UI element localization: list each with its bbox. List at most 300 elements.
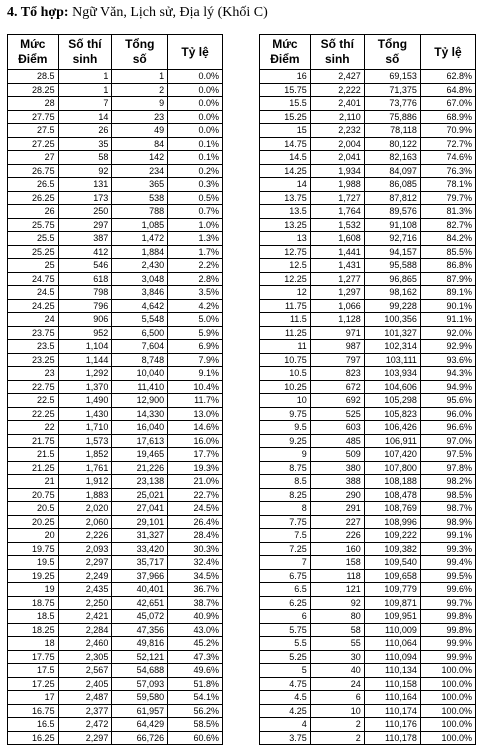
cell-count: 290	[310, 488, 364, 502]
cell-count: 1,532	[310, 218, 364, 232]
table-row	[8, 529, 223, 543]
cell-score: 14	[260, 178, 311, 192]
cell-score: 12	[260, 286, 311, 300]
cell-total: 16,040	[112, 421, 168, 435]
table-row	[260, 313, 476, 327]
cell-score: 5.25	[260, 650, 311, 664]
cell-count: 387	[58, 232, 112, 246]
cell-total: 25,021	[112, 488, 168, 502]
cell-ratio: 1.3%	[168, 232, 223, 246]
cell-ratio: 0.0%	[168, 83, 223, 97]
cell-count: 121	[310, 583, 364, 597]
cell-total: 102,314	[364, 340, 420, 354]
cell-count: 987	[310, 340, 364, 354]
table-row	[8, 83, 223, 97]
header-count: Số thí sinh	[310, 35, 364, 70]
table-row	[260, 515, 476, 529]
table-row	[260, 218, 476, 232]
cell-ratio: 9.1%	[168, 367, 223, 381]
cell-total: 12,900	[112, 394, 168, 408]
cell-ratio: 4.2%	[168, 299, 223, 313]
cell-ratio: 64.8%	[420, 83, 475, 97]
cell-score: 27	[8, 151, 59, 165]
cell-ratio: 7.9%	[168, 353, 223, 367]
cell-total: 69,153	[364, 70, 420, 84]
table-row	[260, 583, 476, 597]
cell-ratio: 36.7%	[168, 583, 223, 597]
cell-score: 27.25	[8, 137, 59, 151]
table-row	[260, 610, 476, 624]
table-row	[8, 70, 223, 84]
table-row	[8, 367, 223, 381]
cell-total: 92,716	[364, 232, 420, 246]
cell-total: 105,298	[364, 394, 420, 408]
cell-total: 23	[112, 110, 168, 124]
cell-total: 109,658	[364, 569, 420, 583]
cell-ratio: 40.9%	[168, 610, 223, 624]
cell-score: 7.25	[260, 542, 311, 556]
table-row	[260, 178, 476, 192]
cell-count: 1,912	[58, 475, 112, 489]
cell-ratio: 1.7%	[168, 245, 223, 259]
cell-score: 3.75	[260, 731, 311, 745]
cell-score: 5.5	[260, 637, 311, 651]
cell-score: 18	[8, 637, 59, 651]
cell-total: 96,865	[364, 272, 420, 286]
table-row	[8, 340, 223, 354]
header-count: Số thí sinh	[58, 35, 112, 70]
cell-total: 5,548	[112, 313, 168, 327]
cell-score: 23	[8, 367, 59, 381]
cell-total: 73,776	[364, 97, 420, 111]
cell-total: 94,157	[364, 245, 420, 259]
cell-score: 7	[260, 556, 311, 570]
cell-score: 25.5	[8, 232, 59, 246]
cell-score: 5.75	[260, 623, 311, 637]
cell-score: 9.75	[260, 407, 311, 421]
table-row	[260, 407, 476, 421]
cell-count: 1,710	[58, 421, 112, 435]
cell-total: 86,085	[364, 178, 420, 192]
cell-count: 35	[58, 137, 112, 151]
cell-score: 19	[8, 583, 59, 597]
cell-ratio: 34.5%	[168, 569, 223, 583]
cell-ratio: 98.9%	[420, 515, 475, 529]
cell-count: 160	[310, 542, 364, 556]
cell-score: 12.5	[260, 259, 311, 273]
cell-ratio: 26.4%	[168, 515, 223, 529]
cell-score: 25.75	[8, 218, 59, 232]
table-row	[8, 407, 223, 421]
table-row	[8, 677, 223, 691]
cell-ratio: 81.3%	[420, 205, 475, 219]
cell-ratio: 98.5%	[420, 488, 475, 502]
cell-count: 1,370	[58, 380, 112, 394]
cell-count: 1,988	[310, 178, 364, 192]
cell-count: 55	[310, 637, 364, 651]
table-row	[260, 124, 476, 138]
cell-total: 7,604	[112, 340, 168, 354]
table-row	[8, 596, 223, 610]
cell-count: 1,277	[310, 272, 364, 286]
cell-score: 9.25	[260, 434, 311, 448]
table-row	[8, 421, 223, 435]
cell-count: 388	[310, 475, 364, 489]
cell-ratio: 94.3%	[420, 367, 475, 381]
cell-total: 6,500	[112, 326, 168, 340]
cell-score: 10.75	[260, 353, 311, 367]
table-row	[8, 218, 223, 232]
cell-count: 291	[310, 502, 364, 516]
cell-ratio: 92.0%	[420, 326, 475, 340]
cell-ratio: 74.6%	[420, 151, 475, 165]
cell-ratio: 54.1%	[168, 691, 223, 705]
cell-count: 6	[310, 691, 364, 705]
table-row	[260, 623, 476, 637]
cell-score: 25	[8, 259, 59, 273]
cell-count: 10	[310, 704, 364, 718]
table-row	[260, 637, 476, 651]
table-row	[260, 556, 476, 570]
cell-count: 509	[310, 448, 364, 462]
cell-total: 19,465	[112, 448, 168, 462]
table-row	[8, 502, 223, 516]
header-score: Mức Điểm	[8, 35, 59, 70]
cell-ratio: 0.7%	[168, 205, 223, 219]
cell-count: 2,401	[310, 97, 364, 111]
cell-ratio: 99.3%	[420, 542, 475, 556]
cell-total: 788	[112, 205, 168, 219]
cell-total: 87,812	[364, 191, 420, 205]
cell-score: 5	[260, 664, 311, 678]
cell-count: 1,761	[58, 461, 112, 475]
table-header-row	[260, 35, 476, 70]
cell-count: 80	[310, 610, 364, 624]
cell-total: 23,138	[112, 475, 168, 489]
cell-score: 20.25	[8, 515, 59, 529]
cell-ratio: 45.2%	[168, 637, 223, 651]
table-row	[260, 542, 476, 556]
cell-total: 110,134	[364, 664, 420, 678]
table-row	[8, 232, 223, 246]
header-total: Tổng số	[364, 35, 420, 70]
cell-count: 1	[58, 83, 112, 97]
cell-count: 906	[58, 313, 112, 327]
cell-ratio: 14.6%	[168, 421, 223, 435]
table-row	[260, 137, 476, 151]
cell-total: 14,330	[112, 407, 168, 421]
cell-ratio: 100.0%	[420, 664, 475, 678]
cell-count: 297	[58, 218, 112, 232]
cell-score: 16.5	[8, 718, 59, 732]
cell-score: 18.75	[8, 596, 59, 610]
cell-ratio: 19.3%	[168, 461, 223, 475]
cell-count: 798	[58, 286, 112, 300]
cell-ratio: 5.9%	[168, 326, 223, 340]
cell-ratio: 70.9%	[420, 124, 475, 138]
cell-count: 1	[58, 70, 112, 84]
cell-score: 7.75	[260, 515, 311, 529]
cell-score: 28.5	[8, 70, 59, 84]
cell-count: 2,004	[310, 137, 364, 151]
cell-total: 64,429	[112, 718, 168, 732]
cell-count: 2,249	[58, 569, 112, 583]
table-row	[8, 191, 223, 205]
cell-count: 1,066	[310, 299, 364, 313]
table-body-right	[260, 70, 476, 745]
cell-ratio: 1.0%	[168, 218, 223, 232]
table-row	[8, 664, 223, 678]
cell-total: 234	[112, 164, 168, 178]
cell-score: 14.75	[260, 137, 311, 151]
cell-ratio: 85.5%	[420, 245, 475, 259]
table-row	[260, 691, 476, 705]
cell-count: 2,435	[58, 583, 112, 597]
cell-count: 24	[310, 677, 364, 691]
table-row	[8, 610, 223, 624]
cell-total: 21,226	[112, 461, 168, 475]
cell-score: 12.75	[260, 245, 311, 259]
cell-count: 1,297	[310, 286, 364, 300]
cell-ratio: 84.2%	[420, 232, 475, 246]
cell-ratio: 0.0%	[168, 124, 223, 138]
cell-total: 31,327	[112, 529, 168, 543]
table-row	[8, 353, 223, 367]
cell-score: 14.25	[260, 164, 311, 178]
header-total: Tổng số	[112, 35, 168, 70]
table-row	[8, 434, 223, 448]
table-row	[8, 164, 223, 178]
cell-score: 15.5	[260, 97, 311, 111]
cell-score: 19.5	[8, 556, 59, 570]
cell-ratio: 100.0%	[420, 731, 475, 745]
cell-total: 8,748	[112, 353, 168, 367]
cell-count: 823	[310, 367, 364, 381]
cell-ratio: 38.7%	[168, 596, 223, 610]
cell-ratio: 24.5%	[168, 502, 223, 516]
cell-count: 692	[310, 394, 364, 408]
cell-ratio: 5.0%	[168, 313, 223, 327]
cell-total: 91,108	[364, 218, 420, 232]
table-row	[260, 353, 476, 367]
table-row	[8, 515, 223, 529]
cell-score: 11.5	[260, 313, 311, 327]
cell-count: 1,104	[58, 340, 112, 354]
cell-ratio: 51.8%	[168, 677, 223, 691]
table-row	[260, 367, 476, 381]
cell-count: 952	[58, 326, 112, 340]
table-row	[8, 259, 223, 273]
cell-count: 118	[310, 569, 364, 583]
cell-count: 158	[310, 556, 364, 570]
table-row	[8, 151, 223, 165]
cell-score: 24.75	[8, 272, 59, 286]
cell-count: 618	[58, 272, 112, 286]
cell-total: 80,122	[364, 137, 420, 151]
cell-total: 103,934	[364, 367, 420, 381]
table-row	[260, 434, 476, 448]
cell-count: 2,405	[58, 677, 112, 691]
cell-ratio: 58.5%	[168, 718, 223, 732]
cell-count: 1,852	[58, 448, 112, 462]
cell-total: 42,651	[112, 596, 168, 610]
table-row	[260, 259, 476, 273]
cell-total: 4,642	[112, 299, 168, 313]
cell-score: 20	[8, 529, 59, 543]
cell-count: 7	[58, 97, 112, 111]
cell-ratio: 99.1%	[420, 529, 475, 543]
cell-count: 2,093	[58, 542, 112, 556]
table-row	[8, 448, 223, 462]
cell-ratio: 90.1%	[420, 299, 475, 313]
cell-count: 2,377	[58, 704, 112, 718]
cell-total: 17,613	[112, 434, 168, 448]
cell-score: 16.75	[8, 704, 59, 718]
table-row	[260, 110, 476, 124]
table-row	[260, 70, 476, 84]
cell-ratio: 17.7%	[168, 448, 223, 462]
cell-total: 49,816	[112, 637, 168, 651]
cell-ratio: 100.0%	[420, 718, 475, 732]
cell-count: 2,110	[310, 110, 364, 124]
cell-total: 3,048	[112, 272, 168, 286]
cell-total: 27,041	[112, 502, 168, 516]
cell-score: 17.25	[8, 677, 59, 691]
table-row	[260, 164, 476, 178]
cell-total: 107,420	[364, 448, 420, 462]
table-row	[8, 178, 223, 192]
cell-total: 110,009	[364, 623, 420, 637]
cell-score: 7.5	[260, 529, 311, 543]
cell-count: 92	[310, 596, 364, 610]
cell-count: 2,232	[310, 124, 364, 138]
cell-ratio: 47.3%	[168, 650, 223, 664]
table-row	[260, 502, 476, 516]
table-row	[8, 110, 223, 124]
cell-total: 78,118	[364, 124, 420, 138]
table-row	[8, 326, 223, 340]
cell-ratio: 95.6%	[420, 394, 475, 408]
cell-count: 2,297	[58, 731, 112, 745]
cell-total: 33,420	[112, 542, 168, 556]
cell-ratio: 0.2%	[168, 164, 223, 178]
cell-total: 110,176	[364, 718, 420, 732]
cell-total: 49	[112, 124, 168, 138]
cell-count: 380	[310, 461, 364, 475]
cell-count: 2,460	[58, 637, 112, 651]
cell-ratio: 72.7%	[420, 137, 475, 151]
cell-count: 1,144	[58, 353, 112, 367]
cell-total: 98,162	[364, 286, 420, 300]
table-row	[260, 340, 476, 354]
table-row	[260, 245, 476, 259]
cell-total: 35,717	[112, 556, 168, 570]
cell-count: 2,222	[310, 83, 364, 97]
cell-ratio: 10.4%	[168, 380, 223, 394]
cell-total: 1,472	[112, 232, 168, 246]
table-row	[260, 718, 476, 732]
cell-ratio: 0.0%	[168, 97, 223, 111]
cell-ratio: 43.0%	[168, 623, 223, 637]
cell-total: 109,951	[364, 610, 420, 624]
cell-total: 89,576	[364, 205, 420, 219]
cell-total: 2	[112, 83, 168, 97]
cell-total: 142	[112, 151, 168, 165]
cell-total: 1,085	[112, 218, 168, 232]
cell-score: 21.75	[8, 434, 59, 448]
cell-score: 19.25	[8, 569, 59, 583]
cell-ratio: 99.5%	[420, 569, 475, 583]
cell-count: 971	[310, 326, 364, 340]
table-row	[260, 704, 476, 718]
cell-total: 82,163	[364, 151, 420, 165]
cell-score: 26.5	[8, 178, 59, 192]
table-row	[8, 623, 223, 637]
cell-count: 2,487	[58, 691, 112, 705]
table-row	[8, 718, 223, 732]
cell-count: 1,292	[58, 367, 112, 381]
cell-total: 365	[112, 178, 168, 192]
cell-total: 37,966	[112, 569, 168, 583]
section-number: 4. Tổ hợp:	[7, 5, 69, 20]
table-header-row	[8, 35, 223, 70]
cell-score: 9	[260, 448, 311, 462]
cell-score: 6.25	[260, 596, 311, 610]
cell-score: 10.5	[260, 367, 311, 381]
cell-score: 21.5	[8, 448, 59, 462]
cell-score: 27.75	[8, 110, 59, 124]
cell-total: 99,228	[364, 299, 420, 313]
cell-ratio: 99.9%	[420, 637, 475, 651]
cell-ratio: 79.7%	[420, 191, 475, 205]
table-row	[8, 245, 223, 259]
cell-ratio: 86.8%	[420, 259, 475, 273]
table-row	[8, 704, 223, 718]
section-subjects: Ngữ Văn, Lịch sử, Địa lý (Khối C)	[68, 5, 268, 20]
cell-score: 27.5	[8, 124, 59, 138]
cell-ratio: 99.9%	[420, 650, 475, 664]
cell-count: 14	[58, 110, 112, 124]
cell-score: 22	[8, 421, 59, 435]
cell-count: 797	[310, 353, 364, 367]
table-row	[8, 461, 223, 475]
table-row	[8, 650, 223, 664]
cell-total: 54,688	[112, 664, 168, 678]
cell-score: 11.25	[260, 326, 311, 340]
cell-ratio: 28.4%	[168, 529, 223, 543]
cell-ratio: 99.6%	[420, 583, 475, 597]
cell-count: 485	[310, 434, 364, 448]
cell-score: 10.25	[260, 380, 311, 394]
cell-score: 4	[260, 718, 311, 732]
cell-count: 1,934	[310, 164, 364, 178]
cell-ratio: 97.0%	[420, 434, 475, 448]
cell-total: 106,426	[364, 421, 420, 435]
cell-total: 109,222	[364, 529, 420, 543]
cell-ratio: 87.9%	[420, 272, 475, 286]
table-row	[8, 272, 223, 286]
cell-score: 11	[260, 340, 311, 354]
cell-ratio: 99.8%	[420, 623, 475, 637]
cell-ratio: 16.0%	[168, 434, 223, 448]
cell-score: 23.5	[8, 340, 59, 354]
cell-total: 1	[112, 70, 168, 84]
table-row	[8, 205, 223, 219]
table-row	[260, 596, 476, 610]
cell-count: 2,427	[310, 70, 364, 84]
cell-score: 18.25	[8, 623, 59, 637]
table-row	[8, 637, 223, 651]
